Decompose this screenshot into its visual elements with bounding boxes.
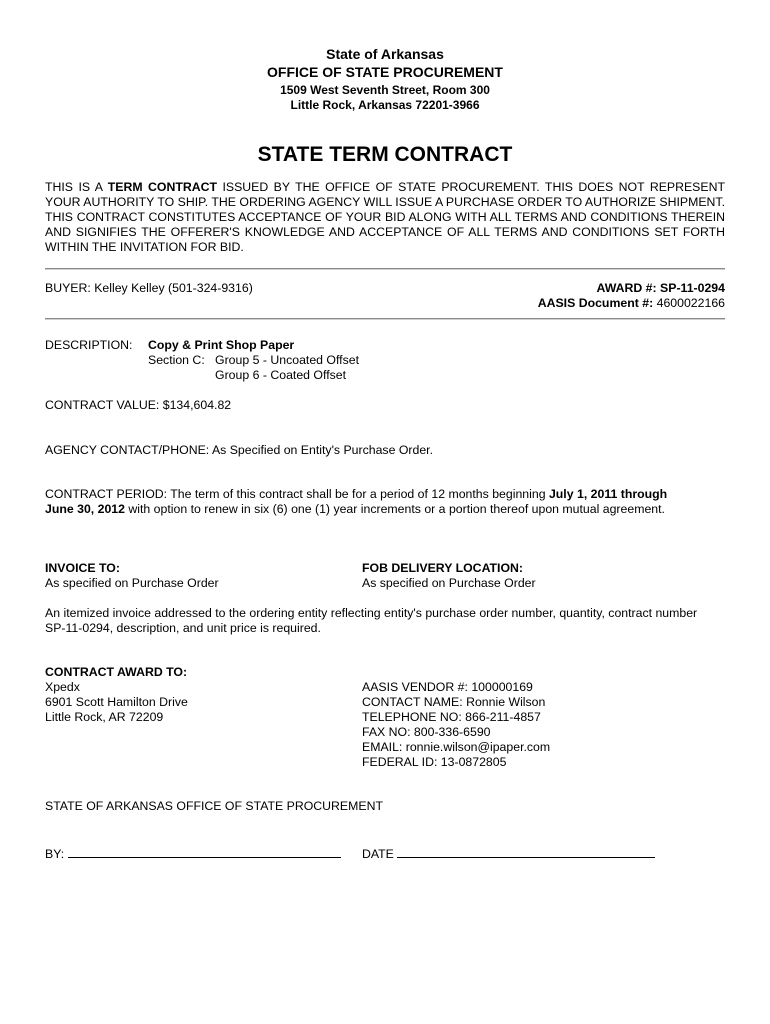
contract-notice — [45, 180, 725, 255]
award-to-label: CONTRACT AWARD TO: — [45, 665, 188, 679]
notice-pre: THIS IS A — [45, 180, 108, 194]
header-state: State of Arkansas — [326, 46, 444, 62]
invoice-value: As specified on Purchase Order — [45, 576, 219, 590]
contract-period-line2 — [45, 502, 665, 517]
itemized-invoice-line1: An itemized invoice addressed to the ordering entity reflecting entity's purchase order number, quantity, contract number — [45, 606, 698, 620]
description-title: Copy & Print Shop Paper — [148, 338, 295, 352]
notice-term-contract: TERM CONTRACT — [107, 180, 218, 194]
vendor-fax: FAX NO: 800-336-6590 — [362, 725, 491, 739]
divider-top — [45, 268, 725, 270]
fob-label: FOB DELIVERY LOCATION: — [362, 561, 523, 575]
signature-date-label: DATE — [362, 847, 394, 861]
signature-by-label: BY: — [45, 847, 65, 861]
signature-by — [45, 845, 341, 862]
aasis-document — [538, 296, 725, 311]
fob-value: As specified on Purchase Order — [362, 576, 536, 590]
invoice-label: INVOICE TO: — [45, 561, 120, 575]
contract-period-start: July 1, 2011 through — [548, 487, 668, 501]
contract-period-end: June 30, 2012 — [45, 502, 125, 516]
award-number: AWARD #: SP-11-0294 — [596, 281, 725, 295]
header-address-line2: Little Rock, Arkansas 72201-3966 — [290, 98, 480, 112]
vendor-contact: CONTACT NAME: Ronnie Wilson — [362, 695, 546, 709]
description-group5: Group 5 - Uncoated Offset — [215, 353, 359, 367]
vendor-federal-id: FEDERAL ID: 13-0872805 — [362, 755, 507, 769]
contract-value: CONTRACT VALUE: $134,604.82 — [45, 398, 232, 412]
signature-date-line[interactable] — [397, 845, 655, 858]
aasis-document-label: AASIS Document #: — [537, 296, 654, 310]
header-office: OFFICE OF STATE PROCUREMENT — [267, 64, 503, 80]
signature-date — [362, 845, 655, 862]
award-to-name: Xpedx — [45, 680, 80, 694]
header-address-line1: 1509 West Seventh Street, Room 300 — [280, 83, 490, 97]
page-title: STATE TERM CONTRACT — [257, 143, 513, 166]
aasis-document-value: 4600022166 — [653, 296, 725, 310]
buyer-info: BUYER: Kelley Kelley (501-324-9316) — [45, 281, 253, 295]
description-group6: Group 6 - Coated Offset — [215, 368, 347, 382]
notice-post: ISSUED BY THE OFFICE OF STATE PROCUREMENT. THIS DOES NOT REPRESENT YOUR AUTHORITY TO SHIP. THE ORDERING AGENCY WILL ISSUE A PURCHASE ORDER TO AUTHORIZE SHIPMENT. THIS CONTRACT CONSTITUTES ACCEPTANCE OF YOUR BID ALONG WITH ALL TERMS AND CONDITIONS THEREIN AND SIGNIFIES THE OFFERER'S KNOWLEDGE AND ACCEPTANCE OF ALL TERMS AND CONDITIONS SET FORTH WITHIN THE INVITATION FOR BID. — [45, 180, 725, 254]
signature-by-line[interactable] — [68, 845, 341, 858]
contract-period-line1 — [45, 487, 667, 502]
signature-office: STATE OF ARKANSAS OFFICE OF STATE PROCUREMENT — [45, 799, 383, 813]
contract-period-text: CONTRACT PERIOD: The term of this contract shall be for a period of 12 months beginning — [45, 487, 549, 501]
description-label: DESCRIPTION: — [45, 338, 133, 352]
vendor-email: EMAIL: ronnie.wilson@ipaper.com — [362, 740, 551, 754]
contract-page — [45, 0, 725, 1024]
contract-period-renewal: with option to renew in six (6) one (1) year increments or a portion thereof upon mutual agreement. — [124, 502, 665, 516]
vendor-telephone: TELEPHONE NO: 866-211-4857 — [362, 710, 541, 724]
award-to-street: 6901 Scott Hamilton Drive — [45, 695, 188, 709]
vendor-aasis: AASIS VENDOR #: 100000169 — [362, 680, 533, 694]
divider-middle — [45, 318, 725, 320]
description-section-label: Section C: — [148, 353, 205, 367]
agency-contact: AGENCY CONTACT/PHONE: As Specified on Entity's Purchase Order. — [45, 443, 434, 457]
itemized-invoice-line2: SP-11-0294, description, and unit price is required. — [45, 621, 321, 635]
award-to-city: Little Rock, AR 72209 — [45, 710, 164, 724]
